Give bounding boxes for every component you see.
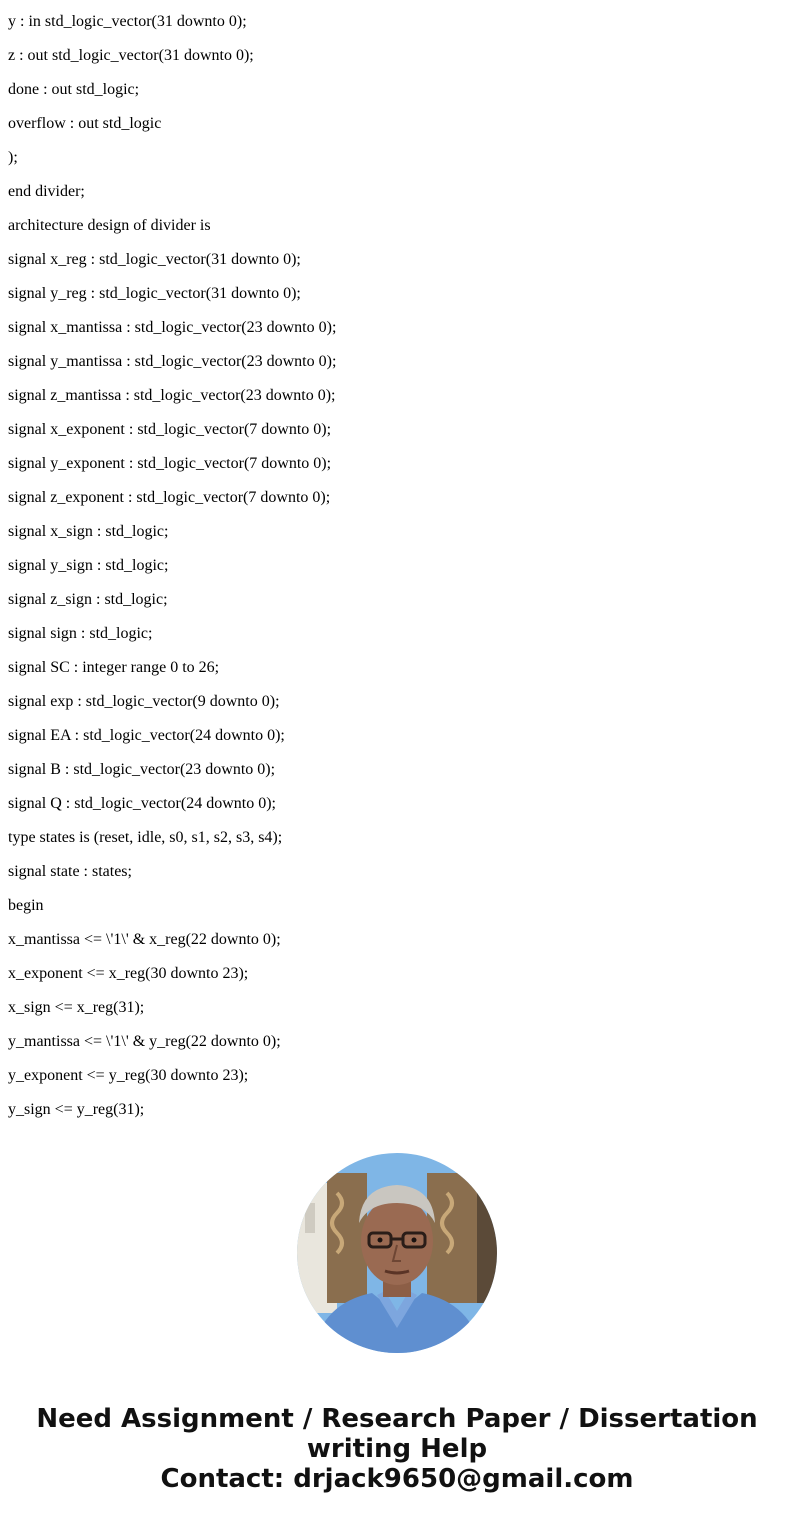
code-line: x_mantissa <= \'1\' & x_reg(22 downto 0); — [8, 931, 281, 948]
code-line: ); — [8, 149, 18, 166]
code-line: y_exponent <= y_reg(30 downto 23); — [8, 1067, 249, 1084]
code-line: x_exponent <= x_reg(30 downto 23); — [8, 965, 249, 982]
code-line: signal z_sign : std_logic; — [8, 591, 168, 608]
code-line: begin — [8, 897, 44, 914]
code-line: architecture design of divider is — [8, 217, 211, 234]
help-line-2: writing Help — [306, 1434, 488, 1464]
code-line: type states is (reset, idle, s0, s1, s2, s3, s4); — [8, 829, 283, 846]
author-avatar — [297, 1153, 497, 1353]
help-contact: Contact: drjack9650@gmail.com — [160, 1464, 634, 1494]
code-line: overflow : out std_logic — [8, 115, 162, 132]
code-line: signal exp : std_logic_vector(9 downto 0); — [8, 693, 280, 710]
code-line: y : in std_logic_vector(31 downto 0); — [8, 13, 247, 30]
code-line: signal y_reg : std_logic_vector(31 downto 0); — [8, 285, 301, 302]
code-line: signal y_exponent : std_logic_vector(7 downto 0); — [8, 455, 332, 472]
code-line: signal sign : std_logic; — [8, 625, 153, 642]
code-line: z : out std_logic_vector(31 downto 0); — [8, 47, 254, 64]
code-line: signal state : states; — [8, 863, 132, 880]
code-line: signal x_exponent : std_logic_vector(7 downto 0); — [8, 421, 332, 438]
code-line: signal B : std_logic_vector(23 downto 0); — [8, 761, 276, 778]
help-line-1: Need Assignment / Research Paper / Dissertation — [36, 1404, 758, 1434]
code-listing — [8, 13, 788, 1135]
code-line: signal z_exponent : std_logic_vector(7 downto 0); — [8, 489, 331, 506]
code-line: signal x_sign : std_logic; — [8, 523, 169, 540]
author-photo — [297, 1153, 497, 1353]
code-line: signal SC : integer range 0 to 26; — [8, 659, 220, 676]
code-line: end divider; — [8, 183, 85, 200]
code-line: signal x_mantissa : std_logic_vector(23 downto 0); — [8, 319, 337, 336]
code-line: y_sign <= y_reg(31); — [8, 1101, 145, 1118]
code-line: done : out std_logic; — [8, 81, 140, 98]
code-line: x_sign <= x_reg(31); — [8, 999, 145, 1016]
code-line: signal x_reg : std_logic_vector(31 downto 0); — [8, 251, 301, 268]
code-line: signal y_mantissa : std_logic_vector(23 downto 0); — [8, 353, 337, 370]
code-line: signal EA : std_logic_vector(24 downto 0); — [8, 727, 285, 744]
code-line: signal Q : std_logic_vector(24 downto 0); — [8, 795, 276, 812]
help-banner — [0, 1404, 794, 1494]
code-line: y_mantissa <= \'1\' & y_reg(22 downto 0); — [8, 1033, 281, 1050]
code-line: signal y_sign : std_logic; — [8, 557, 169, 574]
code-line: signal z_mantissa : std_logic_vector(23 downto 0); — [8, 387, 336, 404]
